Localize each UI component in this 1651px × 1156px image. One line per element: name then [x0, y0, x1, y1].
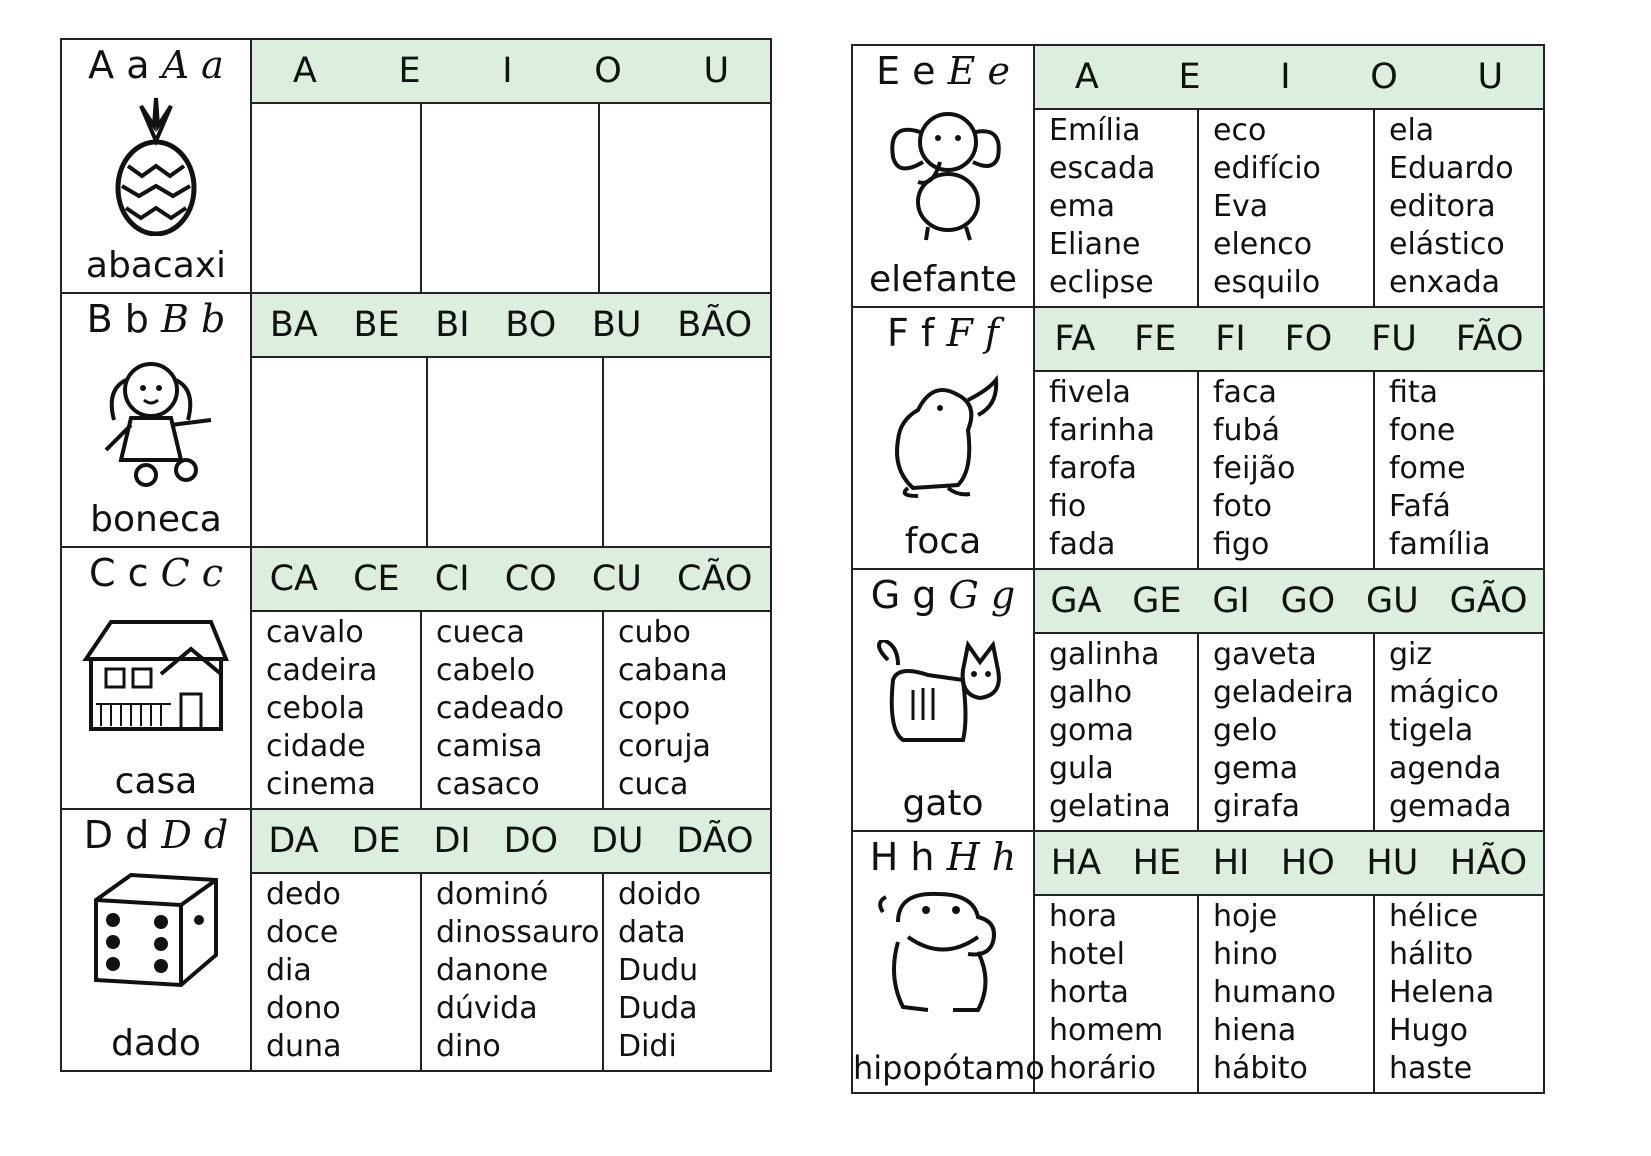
word-item: dia	[266, 953, 312, 988]
word-column	[1199, 896, 1375, 1092]
blank-box	[604, 358, 770, 546]
word-f: foca	[904, 521, 982, 562]
word-item: gemada	[1389, 789, 1512, 824]
cat-icon	[868, 640, 1018, 750]
word-column	[1199, 372, 1375, 568]
syllable: GE	[1132, 581, 1182, 621]
word-item: mágico	[1389, 675, 1499, 710]
syllable: DÃO	[676, 821, 754, 861]
syllable: BA	[269, 305, 318, 345]
syllable-section-a	[251, 39, 771, 293]
word-column	[252, 874, 422, 1070]
word-item: ela	[1389, 113, 1435, 148]
word-item: danone	[436, 953, 549, 988]
right-panel	[851, 44, 1545, 1094]
elephant-icon	[878, 102, 1008, 242]
syllable: HI	[1212, 843, 1250, 883]
word-item: casaco	[436, 767, 540, 802]
word-item: hora	[1049, 899, 1118, 934]
syllable: I	[502, 51, 513, 91]
word-item: homem	[1049, 1013, 1164, 1048]
letter-cell-a	[61, 39, 251, 293]
syllable: O	[594, 51, 622, 91]
syllable-row-h	[1035, 832, 1543, 896]
word-column	[1035, 372, 1199, 568]
word-item: cidade	[266, 729, 366, 764]
letter-cell-e	[852, 45, 1034, 307]
syllable: BO	[505, 305, 557, 345]
word-item: fivela	[1049, 375, 1131, 410]
word-item: fada	[1049, 527, 1116, 562]
syllable-row-f	[1035, 308, 1543, 372]
syllable: HO	[1280, 843, 1335, 883]
syllable-section-e	[1034, 45, 1544, 307]
word-g: gato	[902, 783, 984, 824]
letter-cell-f	[852, 307, 1034, 569]
syllable-section-b	[251, 293, 771, 547]
syllable: FO	[1284, 319, 1333, 359]
syllable: GO	[1280, 581, 1336, 621]
syllable-row-c	[252, 548, 770, 612]
syllable-row-g	[1035, 570, 1543, 634]
syllable: E	[398, 51, 421, 91]
word-item: cavalo	[266, 615, 364, 650]
word-item: goma	[1049, 713, 1135, 748]
syllable: FE	[1134, 319, 1177, 359]
word-d: dado	[111, 1023, 201, 1064]
word-item: geladeira	[1213, 675, 1354, 710]
letters-b: B b B b	[86, 297, 226, 341]
word-item: dino	[436, 1029, 501, 1064]
word-column	[1375, 896, 1543, 1092]
letter-cell-d	[61, 809, 251, 1071]
word-item: duna	[266, 1029, 342, 1064]
word-item: cebola	[266, 691, 366, 726]
syllable: O	[1370, 57, 1398, 97]
syllable-row-a	[252, 40, 770, 104]
syllable: DE	[351, 821, 401, 861]
word-item: hélice	[1389, 899, 1479, 934]
word-item: girafa	[1213, 789, 1301, 824]
syllable: FÃO	[1455, 319, 1524, 359]
word-item: escada	[1049, 151, 1156, 186]
seal-icon	[878, 370, 1008, 500]
word-item: gula	[1049, 751, 1114, 786]
syllable: DI	[433, 821, 471, 861]
syllable: BI	[435, 305, 470, 345]
syllable-section-f	[1034, 307, 1544, 569]
word-column	[1199, 110, 1375, 306]
word-column	[252, 612, 422, 808]
syllable: BE	[353, 305, 400, 345]
word-item: giz	[1389, 637, 1433, 672]
word-item: dedo	[266, 877, 341, 912]
word-item: enxada	[1389, 265, 1501, 300]
word-column	[422, 612, 604, 808]
letters-c: C c C c	[88, 551, 224, 595]
house-icon	[81, 614, 231, 734]
syllable: BÃO	[677, 305, 753, 345]
word-item: elástico	[1389, 227, 1505, 262]
word-e: elefante	[868, 259, 1018, 300]
word-item: cadeira	[266, 653, 378, 688]
word-item: galinha	[1049, 637, 1160, 672]
letters-a: A a A a	[88, 43, 224, 87]
syllable: U	[703, 51, 730, 91]
syllable-section-h	[1034, 831, 1544, 1093]
word-item: fone	[1389, 413, 1456, 448]
syllable: CA	[269, 559, 318, 599]
syllable: HE	[1132, 843, 1182, 883]
blank-box	[600, 104, 770, 292]
word-item: esquilo	[1213, 265, 1321, 300]
blank-box	[252, 104, 422, 292]
word-item: tigela	[1389, 713, 1474, 748]
word-item: foto	[1213, 489, 1273, 524]
letters-d: D d D d	[83, 813, 229, 857]
word-item: faca	[1213, 375, 1277, 410]
syllable: U	[1477, 57, 1504, 97]
word-item: Helena	[1389, 975, 1495, 1010]
word-item: cabelo	[436, 653, 536, 688]
letter-cell-g	[852, 569, 1034, 831]
word-item: cueca	[436, 615, 525, 650]
syllable: HÃO	[1449, 843, 1528, 883]
word-item: agenda	[1389, 751, 1502, 786]
word-item: Hugo	[1389, 1013, 1468, 1048]
word-item: dinossauro	[436, 915, 600, 950]
left-panel	[60, 38, 772, 1072]
word-item: haste	[1389, 1051, 1473, 1086]
word-item: hino	[1213, 937, 1278, 972]
word-item: eco	[1213, 113, 1267, 148]
syllable-section-g	[1034, 569, 1544, 831]
syllable: A	[1074, 57, 1099, 97]
word-h: hipopótamo	[853, 1049, 1045, 1087]
word-column	[604, 612, 770, 808]
word-column	[422, 874, 604, 1070]
syllable: FI	[1215, 319, 1246, 359]
word-item: Didi	[618, 1029, 677, 1064]
syllable-section-d	[251, 809, 771, 1071]
word-column	[1375, 372, 1543, 568]
word-item: coruja	[618, 729, 711, 764]
syllable: GA	[1050, 581, 1102, 621]
word-item: hoje	[1213, 899, 1278, 934]
word-item: horta	[1049, 975, 1129, 1010]
word-item: camisa	[436, 729, 543, 764]
syllable: GI	[1212, 581, 1250, 621]
word-item: hotel	[1049, 937, 1125, 972]
syllable: I	[1280, 57, 1291, 97]
word-item: Eva	[1213, 189, 1269, 224]
word-column	[604, 874, 770, 1070]
word-item: Eliane	[1049, 227, 1141, 262]
word-item: cubo	[618, 615, 691, 650]
word-item: Eduardo	[1389, 151, 1514, 186]
word-item: Duda	[618, 991, 698, 1026]
letters-e: E e E e	[876, 49, 1010, 93]
pineapple-icon	[106, 96, 206, 236]
word-item: eclipse	[1049, 265, 1154, 300]
letter-cell-h	[852, 831, 1045, 1093]
syllable: FU	[1371, 319, 1417, 359]
syllable: CI	[434, 559, 470, 599]
word-item: hálito	[1389, 937, 1474, 972]
word-item: copo	[618, 691, 691, 726]
letters-f: F f F f	[887, 311, 999, 355]
word-item: farinha	[1049, 413, 1156, 448]
letter-cell-c	[61, 547, 251, 809]
syllable-row-d	[252, 810, 770, 874]
word-column	[1035, 110, 1199, 306]
syllable: GÃO	[1449, 581, 1528, 621]
word-item: cabana	[618, 653, 728, 688]
syllable: DU	[590, 821, 644, 861]
word-b: boneca	[90, 499, 222, 540]
syllable-row-b	[252, 294, 770, 358]
word-item: gelo	[1213, 713, 1278, 748]
syllable: CO	[504, 559, 557, 599]
word-item: fome	[1389, 451, 1466, 486]
word-item: data	[618, 915, 686, 950]
word-item: família	[1389, 527, 1491, 562]
word-column	[1375, 110, 1543, 306]
word-item: fio	[1049, 489, 1087, 524]
letters-g: G g G g	[870, 573, 1016, 617]
word-item: elenco	[1213, 227, 1313, 262]
word-item: cinema	[266, 767, 376, 802]
word-c: casa	[114, 761, 198, 802]
letter-cell-b	[61, 293, 251, 547]
syllable: E	[1178, 57, 1201, 97]
word-item: humano	[1213, 975, 1337, 1010]
word-item: fubá	[1213, 413, 1281, 448]
syllable: HU	[1366, 843, 1419, 883]
word-item: galho	[1049, 675, 1133, 710]
word-a: abacaxi	[85, 245, 227, 286]
syllable: BU	[591, 305, 642, 345]
doll-icon	[86, 350, 226, 490]
word-item: Fafá	[1389, 489, 1451, 524]
word-item: figo	[1213, 527, 1270, 562]
letters-h: H h H h	[869, 835, 1017, 879]
word-item: dono	[266, 991, 341, 1026]
word-item: feijão	[1213, 451, 1296, 486]
word-item: hábito	[1213, 1051, 1308, 1086]
word-item: cuca	[618, 767, 689, 802]
blank-box	[428, 358, 604, 546]
syllable: CÃO	[677, 559, 753, 599]
dice-icon	[91, 870, 221, 990]
word-item: gema	[1213, 751, 1299, 786]
syllable: DO	[503, 821, 559, 861]
syllable: DA	[268, 821, 319, 861]
blank-box	[422, 104, 600, 292]
syllable: HA	[1050, 843, 1102, 883]
word-item: doido	[618, 877, 702, 912]
word-item: Emília	[1049, 113, 1141, 148]
word-column	[1035, 634, 1199, 830]
syllable: CE	[353, 559, 400, 599]
syllable: A	[292, 51, 317, 91]
word-item: ema	[1049, 189, 1116, 224]
word-item: doce	[266, 915, 339, 950]
syllable: CU	[591, 559, 642, 599]
word-item: Dudu	[618, 953, 699, 988]
word-item: horário	[1049, 1051, 1157, 1086]
word-item: gaveta	[1213, 637, 1317, 672]
word-item: hiena	[1213, 1013, 1297, 1048]
word-column	[1035, 896, 1199, 1092]
syllable: GU	[1366, 581, 1419, 621]
hippo-icon	[868, 882, 1018, 1022]
word-item: fita	[1389, 375, 1439, 410]
word-column	[1199, 634, 1375, 830]
word-item: cadeado	[436, 691, 565, 726]
syllable-section-c	[251, 547, 771, 809]
syllable-row-e	[1035, 46, 1543, 110]
word-column	[1375, 634, 1543, 830]
word-item: farofa	[1049, 451, 1137, 486]
word-item: gelatina	[1049, 789, 1171, 824]
word-item: editora	[1389, 189, 1496, 224]
word-item: dominó	[436, 877, 549, 912]
word-item: edifício	[1213, 151, 1321, 186]
blank-box	[252, 358, 428, 546]
syllable: FA	[1054, 319, 1096, 359]
word-item: dúvida	[436, 991, 538, 1026]
